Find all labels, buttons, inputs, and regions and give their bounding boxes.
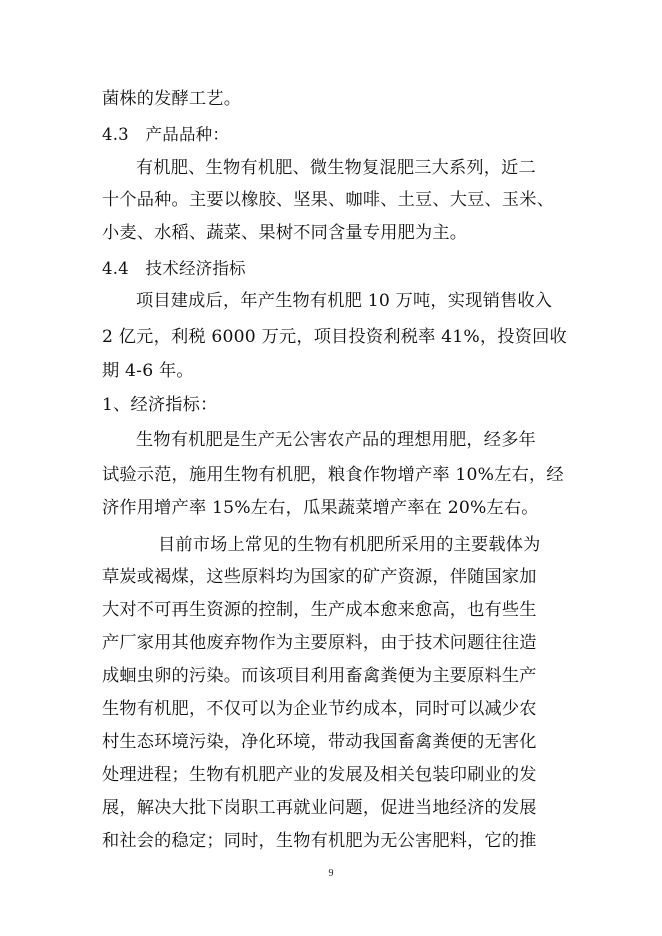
text-line-17: 产厂家用其他废弃物作为主要原料，由于技术问题往往造 (102, 633, 537, 653)
text-line-5: 小麦、水稻、蔬菜、果树不同含量专用肥为主。 (102, 223, 468, 243)
text-line-1: 菌株的发酵工艺。 (102, 89, 242, 109)
text-line-7: 项目建成后，年产生物有机肥 10 万吨，实现销售收入 (136, 291, 553, 311)
page-number: 9 (328, 868, 334, 879)
section-heading-4-4: 4.4 技术经济指标 (102, 259, 246, 278)
text-line-19: 生物有机肥，不仅可以为企业节约成本，同时可以减少农 (102, 699, 537, 719)
text-line-4: 十个品种。主要以橡胶、坚果、咖啡、土豆、大豆、玉米、 (102, 190, 555, 210)
text-line-13: 济作用增产率 15%左右，瓜果蔬菜增产率在 20%左右。 (102, 498, 539, 518)
text-line-22: 展，解决大批下岗职工再就业问题，促进当地经济的发展 (102, 798, 537, 818)
text-line-16: 大对不可再生资源的控制，生产成本愈来愈高，也有些生 (102, 600, 537, 620)
list-heading-economic-indicators: 1、经济指标： (102, 395, 218, 415)
text-line-21: 处理进程；生物有机肥产业的发展及相关包装印刷业的发 (102, 765, 537, 785)
text-line-15: 草炭或褐煤，这些原料均为国家的矿产资源，伴随国家加 (102, 567, 537, 587)
text-line-3: 有机肥、生物有机肥、微生物复混肥三大系列，近二 (136, 158, 536, 178)
text-line-12: 试验示范，施用生物有机肥，粮食作物增产率 10%左右，经 (102, 465, 564, 485)
text-line-8: 2 亿元，利税 6000 万元，项目投资利税率 41%，投资回收 (102, 327, 567, 347)
section-heading-4-3: 4.3 产品品种： (102, 125, 230, 144)
text-line-14: 目前市场上常见的生物有机肥所采用的主要载体为 (158, 535, 541, 555)
text-line-11: 生物有机肥是生产无公害农产品的理想用肥，经多年 (136, 430, 536, 450)
text-line-9: 期 4-6 年。 (102, 361, 194, 381)
text-line-23: 和社会的稳定；同时，生物有机肥为无公害肥料，它的推 (102, 831, 537, 851)
text-line-18: 成蛔虫卵的污染。而该项目利用畜禽粪便为主要原料生产 (102, 666, 537, 686)
text-line-20: 村生态环境污染，净化环境，带动我国畜禽粪便的无害化 (102, 732, 537, 752)
